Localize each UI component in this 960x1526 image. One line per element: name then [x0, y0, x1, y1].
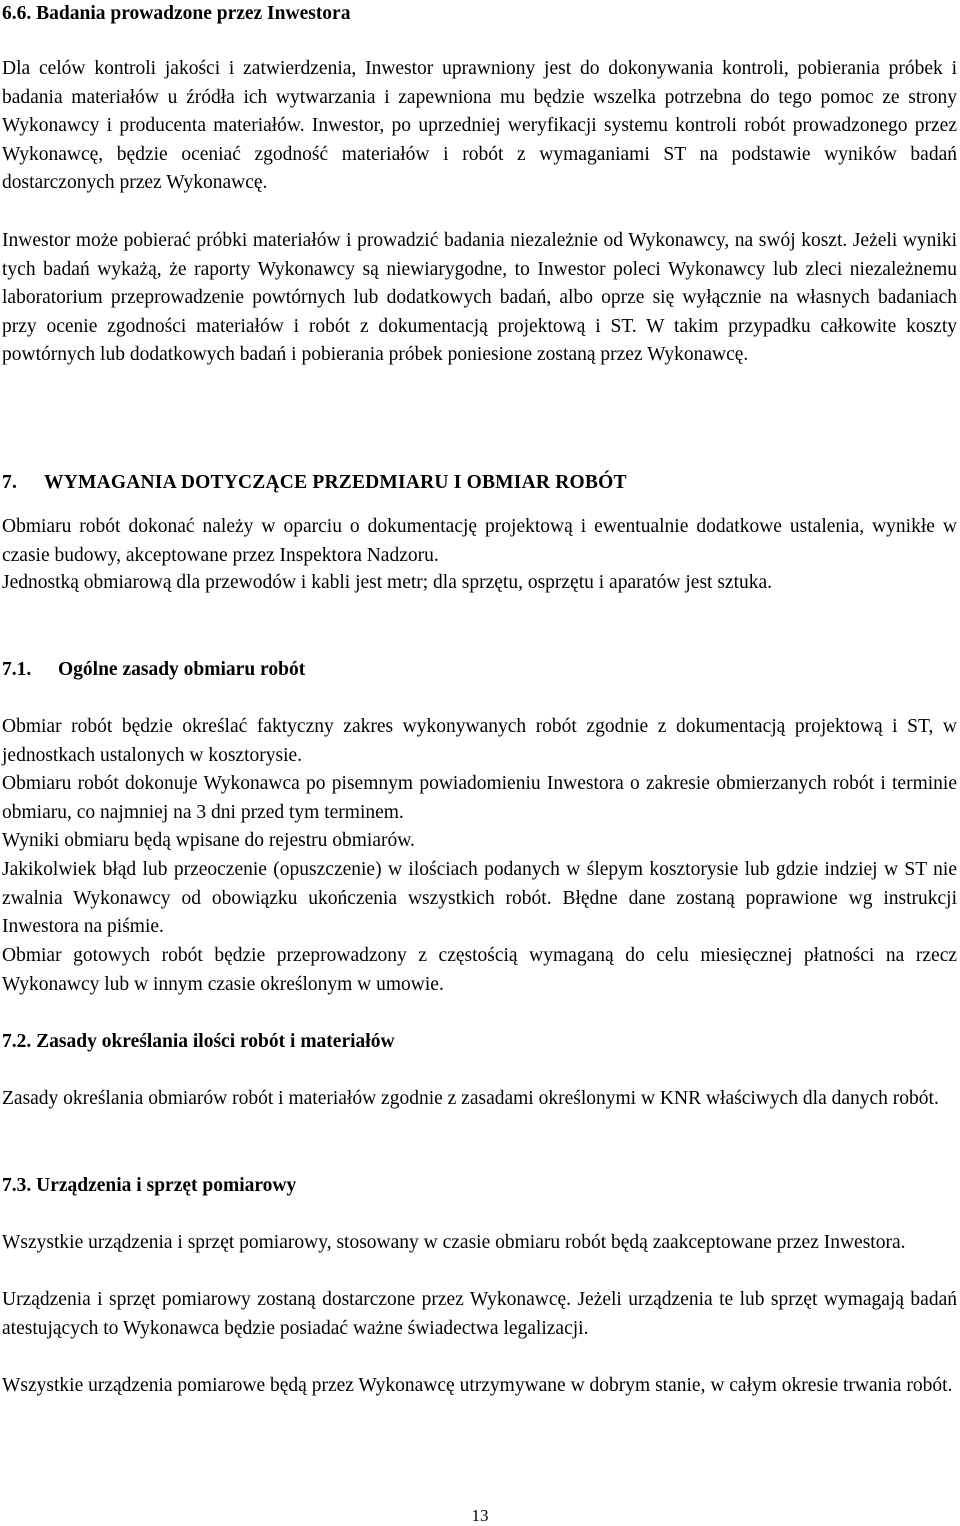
section-7-1-heading [2, 656, 957, 685]
section-7-1-paragraph-1: Obmiar robót będzie określać faktyczny zakres wykonywanych robót zgodnie z dokumentacją projektową i ST, w jednostkach ustalonych w kosztorysie. [2, 716, 957, 766]
section-7-3-heading: 7.3. Urządzenia i sprzęt pomiarowy [2, 1175, 297, 1196]
section-7-2-paragraph-1: Zasady określania obmiarów robót i materiałów zgodnie z zasadami określonymi w KNR właściwych dla danych robót. [2, 1088, 939, 1109]
section-7-paragraph-1: Obmiaru robót dokonać należy w oparciu o dokumentację projektową i ewentualnie dodatkowe ustalenia, wynikłe w czasie budowy, akceptowane przez Inspektora Nadzoru. [2, 516, 957, 566]
section-7-1-paragraph-5: Obmiar gotowych robót będzie przeprowadzony z częstością wymaganą do celu miesięcznej płatności na rzecz Wykonawcy lub w innym czasie określonym w umowie. [2, 945, 957, 995]
section-7-1-paragraph-2: Obmiaru robót dokonuje Wykonawca po pisemnym powiadomieniu Inwestora o zakresie obmierzanych robót i terminie obmiaru, co najmniej na 3 dni przed tym terminem. [2, 773, 957, 823]
section-7-3-paragraph-2: Urządzenia i sprzęt pomiarowy zostaną dostarczone przez Wykonawcę. Jeżeli urządzenia te lub sprzęt wymagają badań atestujących to Wykonawca będzie posiadać ważne świadectwa legalizacji. [2, 1289, 957, 1339]
section-6-6-heading: 6.6. Badania prowadzone przez Inwestora [2, 3, 351, 24]
section-7-number: 7. [2, 472, 18, 493]
section-7-paragraph-2: Jednostką obmiarową dla przewodów i kabli jest metr; dla sprzętu, osprzętu i aparatów jest sztuka. [2, 572, 773, 593]
section-7-heading [2, 469, 957, 498]
section-7-2-heading: 7.2. Zasady określania ilości robót i materiałów [2, 1031, 395, 1052]
section-7-1-number: 7.1. [2, 659, 32, 680]
page-number: 13 [471, 1506, 489, 1525]
section-7-title: WYMAGANIA DOTYCZĄCE PRZEDMIARU I OBMIAR ROBÓT [44, 472, 627, 493]
section-7-1-title: Ogólne zasady obmiaru robót [58, 659, 306, 680]
section-6-6-paragraph-1: Dla celów kontroli jakości i zatwierdzenia, Inwestor uprawniony jest do dokonywania kontroli, pobierania próbek i badania materiałów u źródła ich wytwarzania i zapewniona mu będzie wszelka potrzebna do tego pomoc ze strony Wykonawcy i producenta materiałów. Inwestor, po uprzedniej weryfikacji systemu kontroli robót prowadzonego przez Wykonawcę, będzie oceniać zgodność materiałów i robót z wymaganiami ST na podstawie wyników badań dostarczonych przez Wykonawcę. [2, 58, 957, 194]
section-7-3-paragraph-1: Wszystkie urządzenia i sprzęt pomiarowy, stosowany w czasie obmiaru robót będą zaakceptowane przez Inwestora. [2, 1232, 906, 1253]
section-7-1-paragraph-4: Jakikolwiek błąd lub przeoczenie (opuszczenie) w ilościach podanych w ślepym kosztorysie lub gdzie indziej w ST nie zwalnia Wykonawcy od obowiązku ukończenia wszystkich robót. Błędne dane zostaną poprawione wg instrukcji Inwestora na piśmie. [2, 859, 957, 938]
section-6-6-paragraph-2: Inwestor może pobierać próbki materiałów i prowadzić badania niezależnie od Wykonawcy, na swój koszt. Jeżeli wyniki tych badań wykażą, że raporty Wykonawcy są niewiarygodne, to Inwestor poleci Wykonawcy lub zleci niezależnemu laboratorium przeprowadzenie powtórnych lub dodatkowych badań, albo oprze się wyłącznie na własnych badaniach przy ocenie zgodności materiałów i robót z dokumentacją projektową i ST. W takim przypadku całkowite koszty powtórnych lub dodatkowych badań i pobierania próbek poniesione zostaną przez Wykonawcę. [2, 230, 957, 366]
section-7-3-paragraph-3: Wszystkie urządzenia pomiarowe będą przez Wykonawcę utrzymywane w dobrym stanie, w całym okresie trwania robót. [2, 1375, 953, 1396]
section-7-1-paragraph-3: Wyniki obmiaru będą wpisane do rejestru obmiarów. [2, 830, 415, 851]
